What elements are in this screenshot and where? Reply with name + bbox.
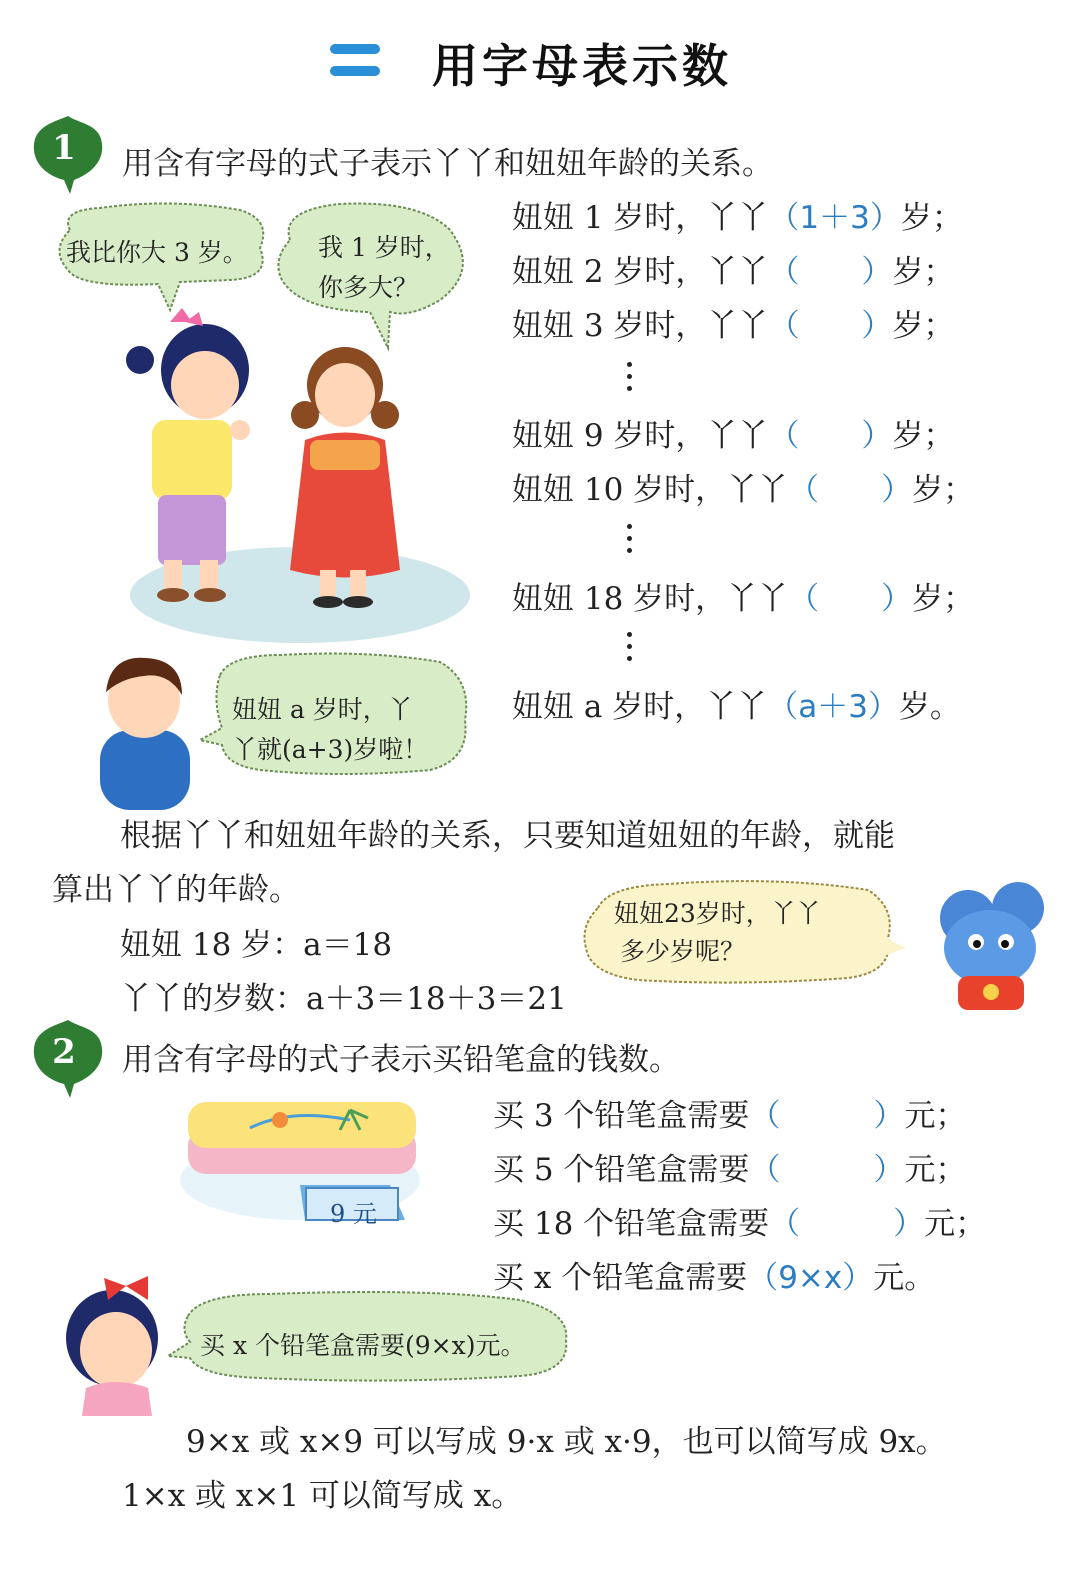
bubble-3-line-1: 妞妞 a 岁时，丫 [232,695,413,724]
answer-blank[interactable]: （ ） [749,1152,905,1188]
answer-blank[interactable]: （ ） [768,418,893,454]
ellipsis-vertical-icon [627,632,633,664]
row-suffix: 元； [904,1152,967,1188]
row-text: 妞妞 1 岁时，丫丫 [512,200,769,236]
row-suffix: 元； [924,1206,987,1242]
section-number-mark [330,42,380,76]
price-tag: 9 元 [330,1200,377,1228]
answer-blank: （9×x） [747,1260,874,1296]
answer-blank[interactable]: （ ） [788,472,913,508]
row-text: 妞妞 18 岁时，丫丫 [512,581,789,617]
explanation-line-2: 算出丫丫的年龄。 [52,872,300,908]
girl-bubble-text: 买 x 个铅笔盒需要(9×x)元。 [200,1331,526,1360]
row-text: 妞妞 10 岁时，丫丫 [512,472,789,508]
pencil-box-illustration [170,1080,440,1250]
row-suffix: 岁。 [898,689,961,725]
row-suffix: 岁； [892,308,955,344]
answer-blank[interactable]: （ ） [768,308,893,344]
equation-2: 丫丫的岁数：a＋3＝18＋3＝21 [120,981,567,1017]
row-suffix: 岁； [892,254,955,290]
row-text: 买 x 个铅笔盒需要 [493,1260,748,1296]
question-1-prompt: 用含有字母的式子表示丫丫和妞妞年龄的关系。 [122,146,773,182]
row-suffix: 岁； [912,472,975,508]
mouse-bubble-line-1: 妞妞23岁时，丫丫 [614,899,821,928]
boy-figure [100,658,190,810]
explanation-line-1: 根据丫丫和妞妞年龄的关系，只要知道妞妞的年龄，就能 [120,818,895,854]
row-suffix: 元； [904,1098,967,1134]
row-text: 买 3 个铅笔盒需要 [493,1098,750,1134]
row-text: 买 5 个铅笔盒需要 [493,1152,750,1188]
row-suffix: 岁； [912,581,975,617]
girl-3-figure [66,1276,158,1416]
row-text: 妞妞 9 岁时，丫丫 [512,418,769,454]
q1-row-7 [512,681,961,726]
note-line-2: 1×x 或 x×1 可以简写成 x。 [122,1478,523,1514]
q2-row-1 [493,1090,966,1135]
ellipsis-vertical-icon [627,362,633,394]
note-line-1: 9×x 或 x×9 可以写成 9·x 或 x·9，也可以简写成 9x。 [186,1424,947,1460]
page-title: 用字母表示数 [432,39,732,93]
q1-row-2 [512,246,954,291]
bubble-2-line-2: 你多大？ [318,273,419,302]
girl-2-figure [290,347,400,608]
row-suffix: 岁； [892,418,955,454]
answer-blank[interactable]: （ ） [749,1098,905,1134]
bubble-2-line-1: 我 1 岁时， [318,233,450,262]
answer-blank: （a＋3） [767,689,899,725]
question-2-leaf-icon [30,1018,106,1100]
answer-blank: （1＋3） [768,200,901,236]
row-text: 妞妞 a 岁时，丫丫 [512,689,768,725]
question-1-number: 1 [52,128,76,168]
answer-blank[interactable]: （ ） [768,254,893,290]
q2-row-3 [493,1198,986,1243]
question-2-prompt: 用含有字母的式子表示买铅笔盒的钱数。 [122,1042,680,1078]
q1-row-3 [512,300,954,345]
row-text: 买 18 个铅笔盒需要 [493,1206,770,1242]
q1-row-5 [512,464,974,509]
bubble-3-line-2: 丫就(a+3)岁啦！ [232,735,429,764]
question-2-number: 2 [52,1032,76,1072]
answer-blank[interactable]: （ ） [769,1206,925,1242]
ellipsis-vertical-icon [627,524,633,556]
mouse-bubble-line-2: 多少岁呢？ [620,937,746,966]
row-text: 妞妞 3 岁时，丫丫 [512,308,769,344]
q1-row-6 [512,573,974,618]
q1-row-1 [512,192,963,237]
row-suffix: 岁； [900,200,963,236]
q2-row-2 [493,1144,966,1189]
answer-blank[interactable]: （ ） [788,581,913,617]
question-1-leaf-icon [30,114,106,196]
equation-1: 妞妞 18 岁：a＝18 [120,927,393,963]
mouse-figure [940,882,1044,1010]
bubble-1-text: 我比你大 3 岁。 [66,238,248,267]
row-text: 妞妞 2 岁时，丫丫 [512,254,769,290]
row-suffix: 元。 [873,1260,936,1296]
q1-row-4 [512,410,954,455]
